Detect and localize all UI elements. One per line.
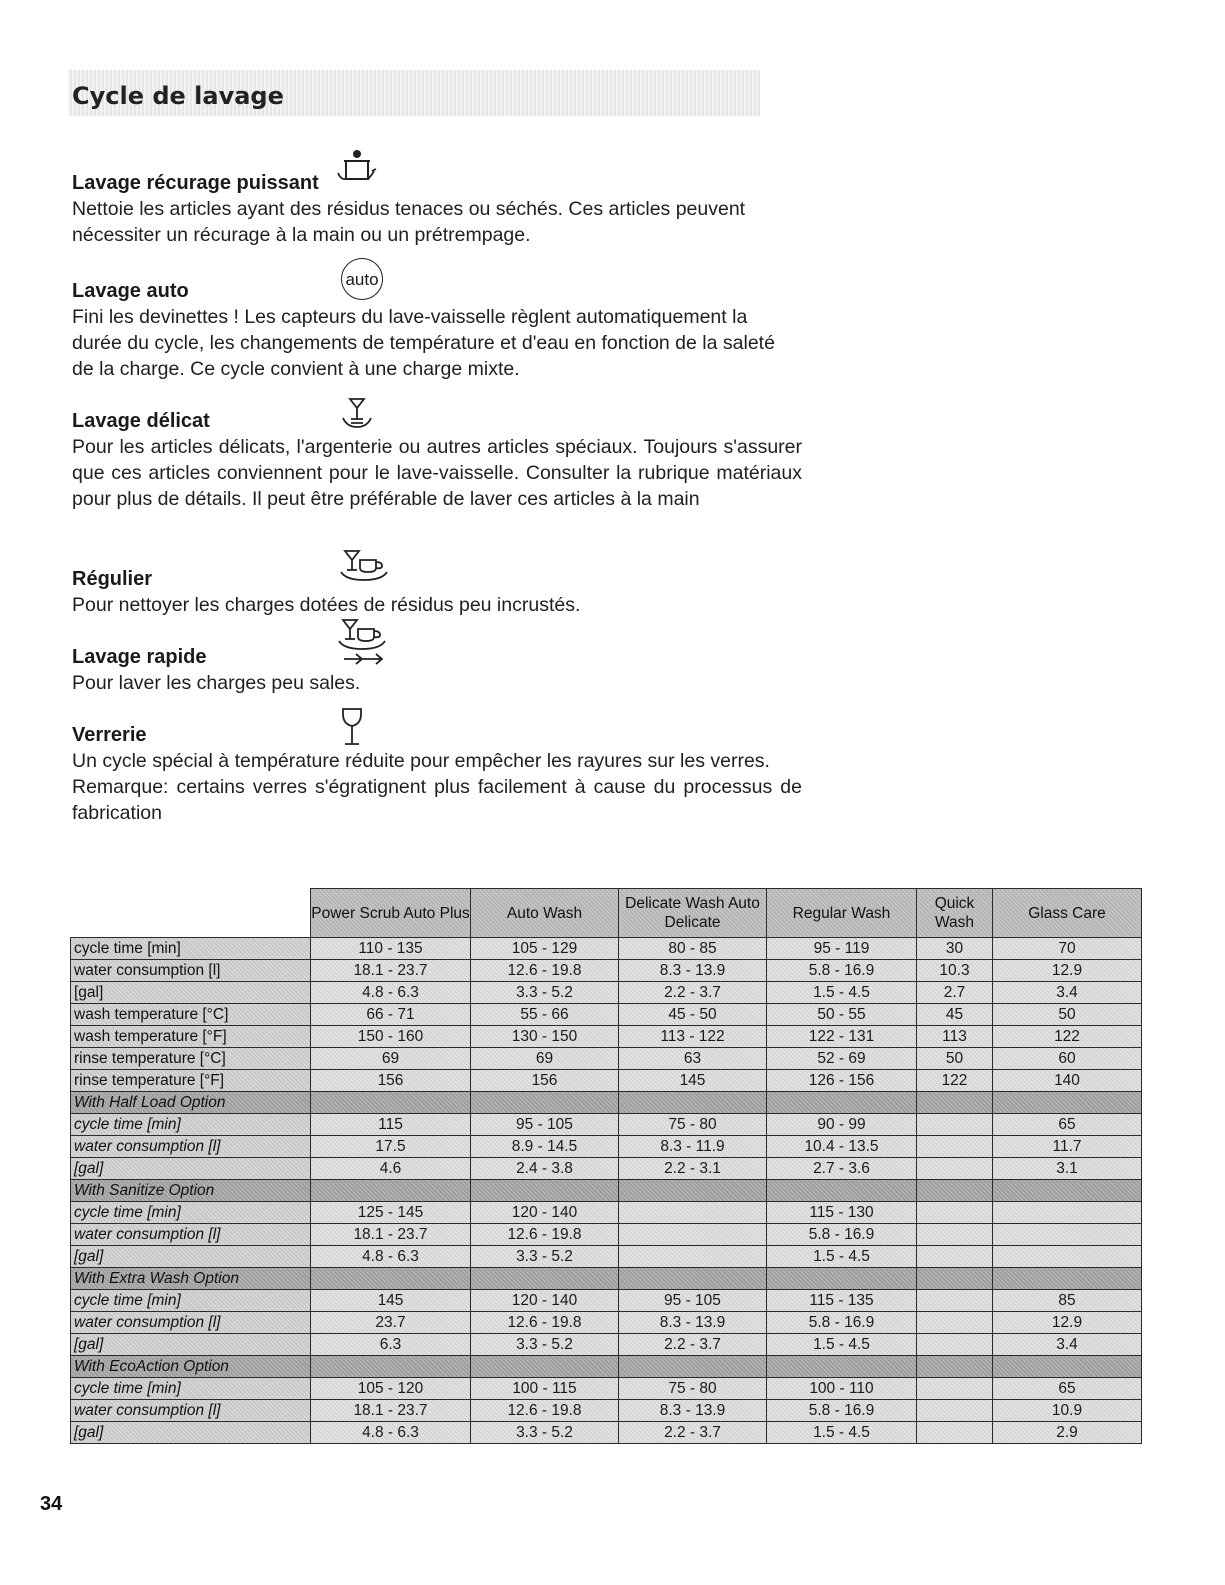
- table-cell: [311, 1356, 471, 1378]
- table-cell: 3.3 - 5.2: [471, 1246, 619, 1268]
- table-cell: 3.3 - 5.2: [471, 1334, 619, 1356]
- table-cell: 80 - 85: [619, 938, 767, 960]
- row-label: water consumption [l]: [71, 1136, 311, 1158]
- table-cell: 63: [619, 1048, 767, 1070]
- table-cell: 156: [471, 1070, 619, 1092]
- table-cell: [917, 1158, 993, 1180]
- table-cell: 3.4: [993, 1334, 1142, 1356]
- table-cell: 45: [917, 1004, 993, 1026]
- table-cell: [917, 1114, 993, 1136]
- section-text: Un cycle spécial à température réduite pour empêcher les rayures sur les verres.: [72, 750, 770, 772]
- table-cell: 66 - 71: [311, 1004, 471, 1026]
- table-row: [71, 1422, 1142, 1444]
- header-glass-care: Glass Care: [993, 889, 1142, 938]
- table-cell: 3.1: [993, 1158, 1142, 1180]
- table-row: [71, 1004, 1142, 1026]
- section-heading: Lavage auto: [72, 280, 189, 302]
- table-cell: [471, 1268, 619, 1290]
- table-cell: [917, 1136, 993, 1158]
- table-cell: 65: [993, 1378, 1142, 1400]
- table-cell: 60: [993, 1048, 1142, 1070]
- table-cell: [917, 1378, 993, 1400]
- section-heading: Lavage récurage puissant: [72, 172, 319, 194]
- table-cell: 5.8 - 16.9: [767, 960, 917, 982]
- table-row: [71, 1246, 1142, 1268]
- table-cell: [917, 1290, 993, 1312]
- table-cell: 113 - 122: [619, 1026, 767, 1048]
- section-text: Nettoie les articles ayant des résidus tenaces ou séchés. Ces articles peuvent nécessiter un récurage à la main ou un prétrempage.: [72, 198, 746, 246]
- table-cell: [993, 1092, 1142, 1114]
- table-cell: [917, 1202, 993, 1224]
- section-text: Pour laver les charges peu sales.: [72, 672, 361, 694]
- row-label: wash temperature [°F]: [71, 1026, 311, 1048]
- section-heading: Régulier: [72, 568, 153, 590]
- header-blank: [71, 889, 311, 938]
- table-cell: [917, 1224, 993, 1246]
- row-label: water consumption [l]: [71, 1400, 311, 1422]
- table-cell: [917, 1180, 993, 1202]
- table-cell: 1.5 - 4.5: [767, 982, 917, 1004]
- table-cell: 140: [993, 1070, 1142, 1092]
- group-title: With Sanitize Option: [71, 1180, 311, 1202]
- delicate-glass-icon: [340, 396, 374, 430]
- header-quick-wash: Quick Wash: [917, 889, 993, 938]
- table-cell: 52 - 69: [767, 1048, 917, 1070]
- table-row: [71, 938, 1142, 960]
- table-row: [71, 960, 1142, 982]
- table-cell: 5.8 - 16.9: [767, 1224, 917, 1246]
- table-cell: 50: [917, 1048, 993, 1070]
- row-label: cycle time [min]: [71, 1202, 311, 1224]
- table-cell: 1.5 - 4.5: [767, 1246, 917, 1268]
- table-cell: 70: [993, 938, 1142, 960]
- section-delicate: [72, 408, 802, 512]
- table-cell: 130 - 150: [471, 1026, 619, 1048]
- table-row: [71, 982, 1142, 1004]
- table-cell: [917, 1334, 993, 1356]
- table-cell: 4.8 - 6.3: [311, 1422, 471, 1444]
- row-label: rinse temperature [°C]: [71, 1048, 311, 1070]
- row-label: cycle time [min]: [71, 938, 311, 960]
- table-cell: [917, 1268, 993, 1290]
- section-heading: Verrerie: [72, 724, 147, 746]
- table-cell: [993, 1356, 1142, 1378]
- glass-cup-icon: [338, 548, 390, 584]
- section-quick: [72, 644, 802, 696]
- cycle-data-table: [70, 888, 1142, 1444]
- table-cell: 5.8 - 16.9: [767, 1312, 917, 1334]
- row-label: [gal]: [71, 1334, 311, 1356]
- table-cell: [917, 1422, 993, 1444]
- table-cell: [619, 1224, 767, 1246]
- table-cell: 113: [917, 1026, 993, 1048]
- table-cell: [917, 1092, 993, 1114]
- table-cell: 50: [993, 1004, 1142, 1026]
- table-cell: 122 - 131: [767, 1026, 917, 1048]
- group-title: With Extra Wash Option: [71, 1268, 311, 1290]
- table-cell: 95 - 105: [471, 1114, 619, 1136]
- row-label: cycle time [min]: [71, 1290, 311, 1312]
- table-cell: 95 - 105: [619, 1290, 767, 1312]
- table-cell: 110 - 135: [311, 938, 471, 960]
- table-cell: 18.1 - 23.7: [311, 1224, 471, 1246]
- table-cell: [917, 1246, 993, 1268]
- table-cell: 23.7: [311, 1312, 471, 1334]
- table-cell: 12.9: [993, 960, 1142, 982]
- table-cell: 115 - 130: [767, 1202, 917, 1224]
- table-cell: 12.6 - 19.8: [471, 1400, 619, 1422]
- table-cell: 125 - 145: [311, 1202, 471, 1224]
- table-cell: 1.5 - 4.5: [767, 1334, 917, 1356]
- section-text: Pour nettoyer les charges dotées de résidus peu incrustés.: [72, 594, 581, 616]
- table-cell: [311, 1268, 471, 1290]
- table-cell: 120 - 140: [471, 1202, 619, 1224]
- header-delicate-wash: Delicate Wash Auto Delicate: [619, 889, 767, 938]
- row-label: cycle time [min]: [71, 1378, 311, 1400]
- table-cell: [917, 1356, 993, 1378]
- table-row: [71, 1400, 1142, 1422]
- table-cell: [619, 1092, 767, 1114]
- table-cell: [993, 1202, 1142, 1224]
- table-cell: 10.3: [917, 960, 993, 982]
- table-row: [71, 1312, 1142, 1334]
- table-cell: 12.9: [993, 1312, 1142, 1334]
- table-cell: [993, 1268, 1142, 1290]
- table-cell: 100 - 115: [471, 1378, 619, 1400]
- table-cell: 2.9: [993, 1422, 1142, 1444]
- table-cell: 12.6 - 19.8: [471, 1312, 619, 1334]
- table-cell: [619, 1180, 767, 1202]
- table-cell: [471, 1092, 619, 1114]
- table-cell: [917, 1312, 993, 1334]
- table-cell: 100 - 110: [767, 1378, 917, 1400]
- table-cell: [993, 1246, 1142, 1268]
- table-cell: 115: [311, 1114, 471, 1136]
- row-label: wash temperature [°C]: [71, 1004, 311, 1026]
- row-label: [gal]: [71, 1158, 311, 1180]
- table-cell: 85: [993, 1290, 1142, 1312]
- table-cell: 2.7: [917, 982, 993, 1004]
- table-cell: 75 - 80: [619, 1114, 767, 1136]
- table-cell: 17.5: [311, 1136, 471, 1158]
- table-cell: [993, 1180, 1142, 1202]
- table-cell: 120 - 140: [471, 1290, 619, 1312]
- table-row: [71, 1136, 1142, 1158]
- header-power-scrub: Power Scrub Auto Plus: [311, 889, 471, 938]
- table-cell: [471, 1180, 619, 1202]
- table-cell: 105 - 120: [311, 1378, 471, 1400]
- table-cell: 10.4 - 13.5: [767, 1136, 917, 1158]
- table-cell: 105 - 129: [471, 938, 619, 960]
- page-number: 34: [40, 1493, 63, 1515]
- table-cell: 12.6 - 19.8: [471, 960, 619, 982]
- table-cell: [619, 1356, 767, 1378]
- table-row: [71, 1026, 1142, 1048]
- table-row: [71, 1158, 1142, 1180]
- group-title: With Half Load Option: [71, 1092, 311, 1114]
- section-text: Pour les articles délicats, l'argenterie ou autres articles spéciaux. Toujours s'assurer que ces articles conviennent pour le lave-vaisselle. Consulter la rubrique matériaux pour plus de détails. Il peut être préférable de laver ces articles à la main: [72, 436, 802, 510]
- table-cell: 145: [311, 1290, 471, 1312]
- table-cell: 145: [619, 1070, 767, 1092]
- section-text: Fini les devinettes ! Les capteurs du lave-vaisselle règlent automatiquement la durée du cycle, les changements de température et d'eau en fonction de la saleté de la charge. Ce cycle convient à une charge mixte.: [72, 306, 775, 380]
- table-cell: 3.3 - 5.2: [471, 1422, 619, 1444]
- table-cell: [767, 1092, 917, 1114]
- table-cell: 8.3 - 13.9: [619, 1400, 767, 1422]
- row-label: water consumption [l]: [71, 1224, 311, 1246]
- header-auto-wash: Auto Wash: [471, 889, 619, 938]
- row-label: [gal]: [71, 1422, 311, 1444]
- row-label: water consumption [l]: [71, 960, 311, 982]
- section-note: Remarque: certains verres s'égratignent plus facilement à cause du processus de fabrication: [72, 776, 802, 824]
- section-glassware: [72, 722, 802, 826]
- quick-wash-icon: [336, 617, 390, 669]
- table-cell: 30: [917, 938, 993, 960]
- section-heading: Lavage rapide: [72, 646, 207, 668]
- table-row: [71, 1224, 1142, 1246]
- table-cell: 55 - 66: [471, 1004, 619, 1026]
- pot-scrub-icon: [336, 147, 378, 187]
- table-row: [71, 1048, 1142, 1070]
- row-label: [gal]: [71, 1246, 311, 1268]
- wine-glass-icon: [340, 706, 364, 748]
- table-cell: [311, 1180, 471, 1202]
- table-row: [71, 1202, 1142, 1224]
- table-cell: 65: [993, 1114, 1142, 1136]
- table-row: [71, 1290, 1142, 1312]
- table-cell: [619, 1268, 767, 1290]
- table-cell: [993, 1224, 1142, 1246]
- row-label: rinse temperature [°F]: [71, 1070, 311, 1092]
- table-group-row: [71, 1180, 1142, 1202]
- table-cell: 11.7: [993, 1136, 1142, 1158]
- table-cell: [767, 1356, 917, 1378]
- table-row: [71, 1114, 1142, 1136]
- table-cell: 8.3 - 11.9: [619, 1136, 767, 1158]
- table-cell: [311, 1092, 471, 1114]
- row-label: [gal]: [71, 982, 311, 1004]
- table-group-row: [71, 1268, 1142, 1290]
- auto-icon: auto: [341, 258, 383, 300]
- table-cell: 4.8 - 6.3: [311, 982, 471, 1004]
- page-title: Cycle de lavage: [72, 82, 284, 110]
- table-cell: 69: [471, 1048, 619, 1070]
- row-label: cycle time [min]: [71, 1114, 311, 1136]
- table-group-row: [71, 1092, 1142, 1114]
- table-row: [71, 1334, 1142, 1356]
- table-cell: 3.3 - 5.2: [471, 982, 619, 1004]
- table-cell: 2.7 - 3.6: [767, 1158, 917, 1180]
- table-cell: 10.9: [993, 1400, 1142, 1422]
- table-cell: 95 - 119: [767, 938, 917, 960]
- table-row: [71, 1378, 1142, 1400]
- section-auto: [72, 278, 802, 382]
- table-row: [71, 1070, 1142, 1092]
- section-power-scrub: [72, 170, 802, 248]
- table-cell: 115 - 135: [767, 1290, 917, 1312]
- table-cell: [767, 1180, 917, 1202]
- table-cell: 75 - 80: [619, 1378, 767, 1400]
- table-cell: 150 - 160: [311, 1026, 471, 1048]
- table-cell: [619, 1246, 767, 1268]
- table-cell: 1.5 - 4.5: [767, 1422, 917, 1444]
- table-cell: [471, 1356, 619, 1378]
- table-cell: 2.2 - 3.7: [619, 1422, 767, 1444]
- table-cell: 18.1 - 23.7: [311, 960, 471, 982]
- table-cell: 122: [917, 1070, 993, 1092]
- table-cell: 50 - 55: [767, 1004, 917, 1026]
- table-cell: 4.8 - 6.3: [311, 1246, 471, 1268]
- table-header-row: [71, 889, 1142, 938]
- table-cell: 18.1 - 23.7: [311, 1400, 471, 1422]
- table-cell: [619, 1202, 767, 1224]
- table-cell: [917, 1400, 993, 1422]
- table-cell: 4.6: [311, 1158, 471, 1180]
- table-cell: 12.6 - 19.8: [471, 1224, 619, 1246]
- table-cell: [767, 1268, 917, 1290]
- header-regular-wash: Regular Wash: [767, 889, 917, 938]
- table-group-row: [71, 1356, 1142, 1378]
- table-cell: 45 - 50: [619, 1004, 767, 1026]
- table-cell: 90 - 99: [767, 1114, 917, 1136]
- section-heading: Lavage délicat: [72, 410, 210, 432]
- table-cell: 126 - 156: [767, 1070, 917, 1092]
- section-regular: [72, 566, 802, 618]
- table-cell: 2.2 - 3.7: [619, 982, 767, 1004]
- table-cell: 3.4: [993, 982, 1142, 1004]
- table-cell: 156: [311, 1070, 471, 1092]
- table-cell: 2.2 - 3.7: [619, 1334, 767, 1356]
- table-cell: 2.2 - 3.1: [619, 1158, 767, 1180]
- table-cell: 69: [311, 1048, 471, 1070]
- table-cell: 2.4 - 3.8: [471, 1158, 619, 1180]
- table-cell: 6.3: [311, 1334, 471, 1356]
- table-cell: 8.3 - 13.9: [619, 1312, 767, 1334]
- row-label: water consumption [l]: [71, 1312, 311, 1334]
- table-cell: 122: [993, 1026, 1142, 1048]
- table-cell: 5.8 - 16.9: [767, 1400, 917, 1422]
- table-cell: 8.9 - 14.5: [471, 1136, 619, 1158]
- group-title: With EcoAction Option: [71, 1356, 311, 1378]
- table-cell: 8.3 - 13.9: [619, 960, 767, 982]
